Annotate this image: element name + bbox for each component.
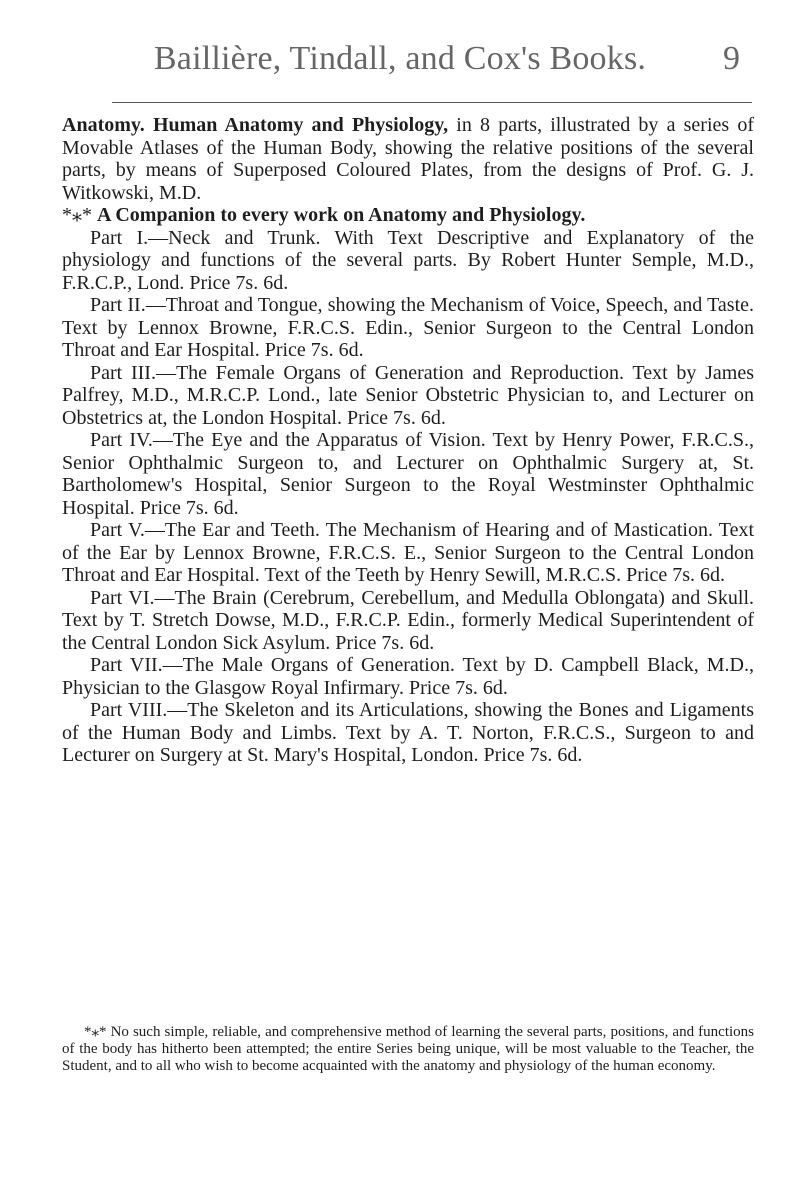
entry-heading: Anatomy. Human Anatomy and Physiology,	[62, 114, 449, 136]
part-2: Part II.—Throat and Tongue, showing the Mechanism of Voice, Speech, and Taste. Text by Lennox Browne, F.R.C.S. Edin., Senior Surgeon to the Central London Throat and Ear Hospital. Price 7s. 6d.	[62, 294, 754, 361]
page-number: 9	[723, 40, 740, 77]
part-6: Part VI.—The Brain (Cerebrum, Cerebellum, and Medulla Oblongata) and Skull. Text by T. Stretch Dowse, M.D., F.R.C.P. Edin., formerly Medical Superintendent of the Central London Sick Asylum. Price 7s. 6d.	[62, 586, 754, 654]
footnote-text: *⁎* No such simple, reliable, and comprehensive method of learning the several parts, positions, and functions of the body has hitherto been attempted; the entire Series being unique, will be most valuable to the Teacher, the Student, and to all who wish to become acquainted with the anatomy and physiology of the human economy.	[62, 1024, 754, 1074]
footnote	[62, 1024, 754, 1075]
part-1: Part I.—Neck and Trunk. With Text Descriptive and Explanatory of the physiology and functions of the several parts. By Robert Hunter Semple, M.D., F.R.C.P., Lond. Price 7s. 6d.	[62, 226, 754, 294]
part-8: Part VIII.—The Skeleton and its Articulations, showing the Bones and Ligaments of the Human Body and Limbs. Text by A. T. Norton, F.R.C.S., Surgeon to and Lecturer on Surgery at St. Mary's Hospital, London. Price 7s. 6d.	[62, 699, 754, 766]
companion-paragraph	[62, 204, 754, 227]
header-rule	[112, 102, 752, 103]
part-4: Part IV.—The Eye and the Apparatus of Vision. Text by Henry Power, F.R.C.S., Senior Ophthalmic Surgeon to, and Lecturer on Ophthalmic Surgery at, St. Bartholomew's Hospital, Senior Surgeon to the Royal Westminster Ophthalmic Hospital. Price 7s. 6d.	[62, 429, 754, 519]
part-7: Part VII.—The Male Organs of Generation. Text by D. Campbell Black, M.D., Physician to the Glasgow Royal Infirmary. Price 7s. 6d.	[62, 654, 754, 699]
companion-heading: A Companion to every work on Anatomy and Physiology.	[97, 204, 586, 226]
page-header	[0, 40, 800, 96]
part-3: Part III.—The Female Organs of Generation and Reproduction. Text by James Palfrey, M.D., M.R.C.P. Lond., late Senior Obstetric Physician to, and Lecturer on Obstetrics at, the London Hospital. Price 7s. 6d.	[62, 361, 754, 429]
entry-paragraph	[62, 114, 754, 204]
part-5: Part V.—The Ear and Teeth. The Mechanism of Hearing and of Mastication. Text of the Ear by Lennox Browne, F.R.C.S. E., Senior Surgeon to the Central London Throat and Ear Hospital. Text of the Teeth by Henry Sewill, M.R.C.S. Price 7s. 6d.	[62, 519, 754, 586]
catalogue-entry	[62, 114, 754, 767]
running-title: Baillière, Tindall, and Cox's Books.	[153, 40, 647, 77]
companion-marker: *⁎*	[62, 204, 92, 226]
entry-text: in 8 parts, illustrated by a series of Movable Atlases of the Human Body, showing the relative positions of the several parts, by means of Superposed Coloured Plates, from the designs of Prof. G. J. Witkowski, M.D.	[62, 114, 754, 204]
